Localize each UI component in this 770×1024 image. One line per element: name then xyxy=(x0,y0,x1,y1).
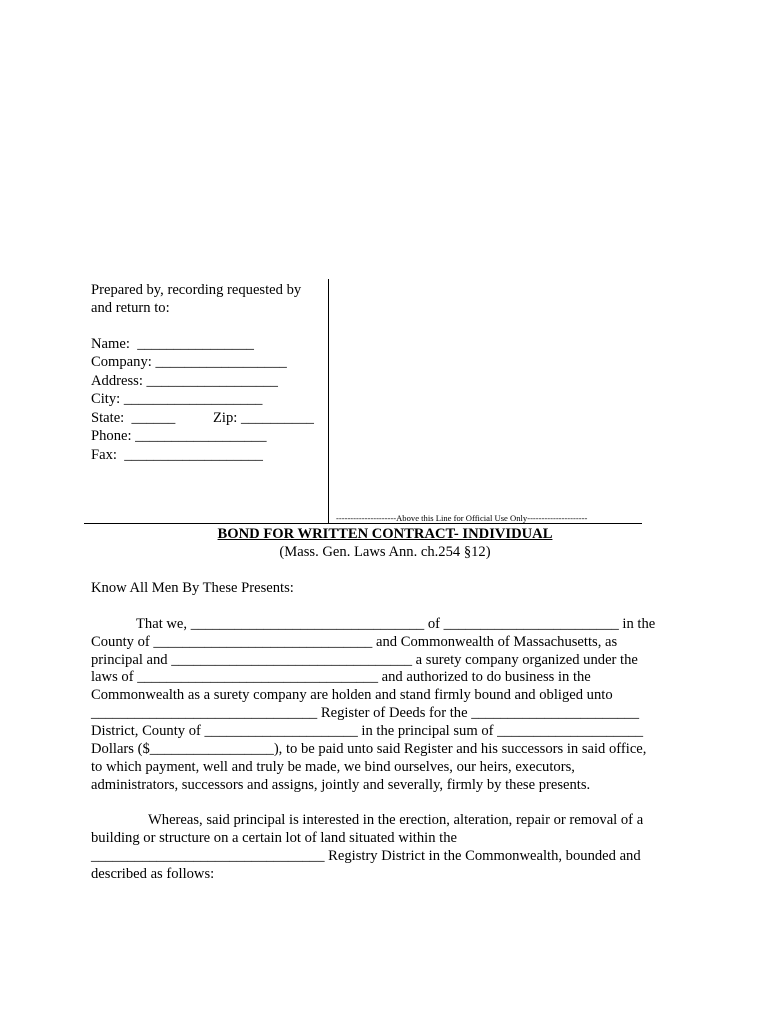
address-field: Address: __________________ xyxy=(91,373,278,389)
official-use-divider xyxy=(84,523,642,524)
document-subtitle: (Mass. Gen. Laws Ann. ch.254 §12) xyxy=(279,544,491,560)
prepared-by-line-2: and return to: xyxy=(91,300,170,316)
paragraph1-line: laws of _________________________________ and authorized to do business in the xyxy=(91,669,591,685)
paragraph1-line: That we, ________________________________ of ________________________ in the xyxy=(136,616,656,632)
official-use-line: ---------------------Above this Line for Official Use Only--------------------- xyxy=(336,513,588,523)
document-title xyxy=(0,525,770,543)
paragraph1-line: Dollars ($_________________), to be paid unto said Register and his successors in said office, xyxy=(91,741,647,757)
fax-field: Fax: ___________________ xyxy=(91,447,263,463)
city-field: City: ___________________ xyxy=(91,391,263,407)
header-vertical-divider xyxy=(328,279,329,524)
intro-line: Know All Men By These Presents: xyxy=(91,580,294,596)
paragraph1-line: to which payment, well and truly be made, we bind ourselves, our heirs, executors, xyxy=(91,759,575,775)
name-field: Name: ________________ xyxy=(91,336,254,352)
paragraph1-line: _______________________________ Register of Deeds for the _______________________ xyxy=(91,705,640,721)
phone-field: Phone: __________________ xyxy=(91,428,267,444)
paragraph1-line: District, County of _____________________ in the principal sum of ____________________ xyxy=(91,723,644,739)
state-field: State: ______ xyxy=(91,410,176,426)
prepared-by-line-1: Prepared by, recording requested by xyxy=(91,282,302,298)
document-title-text: BOND FOR WRITTEN CONTRACT- INDIVIDUAL xyxy=(217,526,553,542)
paragraph2-line: described as follows: xyxy=(91,866,215,882)
paragraph2-line: ________________________________ Registry District in the Commonwealth, bounded and xyxy=(91,848,641,864)
paragraph2-line: Whereas, said principal is interested in the erection, alteration, repair or removal of a xyxy=(148,812,644,828)
paragraph2-line: building or structure on a certain lot of land situated within the xyxy=(91,830,457,846)
paragraph1-line: administrators, successors and assigns, jointly and severally, firmly by these presents. xyxy=(91,777,591,793)
zip-field: Zip: __________ xyxy=(213,410,314,426)
paragraph1-line: Commonwealth as a surety company are holden and stand firmly bound and obliged unto xyxy=(91,687,613,703)
paragraph1-line: County of ______________________________ and Commonwealth of Massachusetts, as xyxy=(91,634,618,650)
paragraph1-line: principal and _________________________________ a surety company organized under the xyxy=(91,652,638,668)
company-field: Company: __________________ xyxy=(91,354,287,370)
